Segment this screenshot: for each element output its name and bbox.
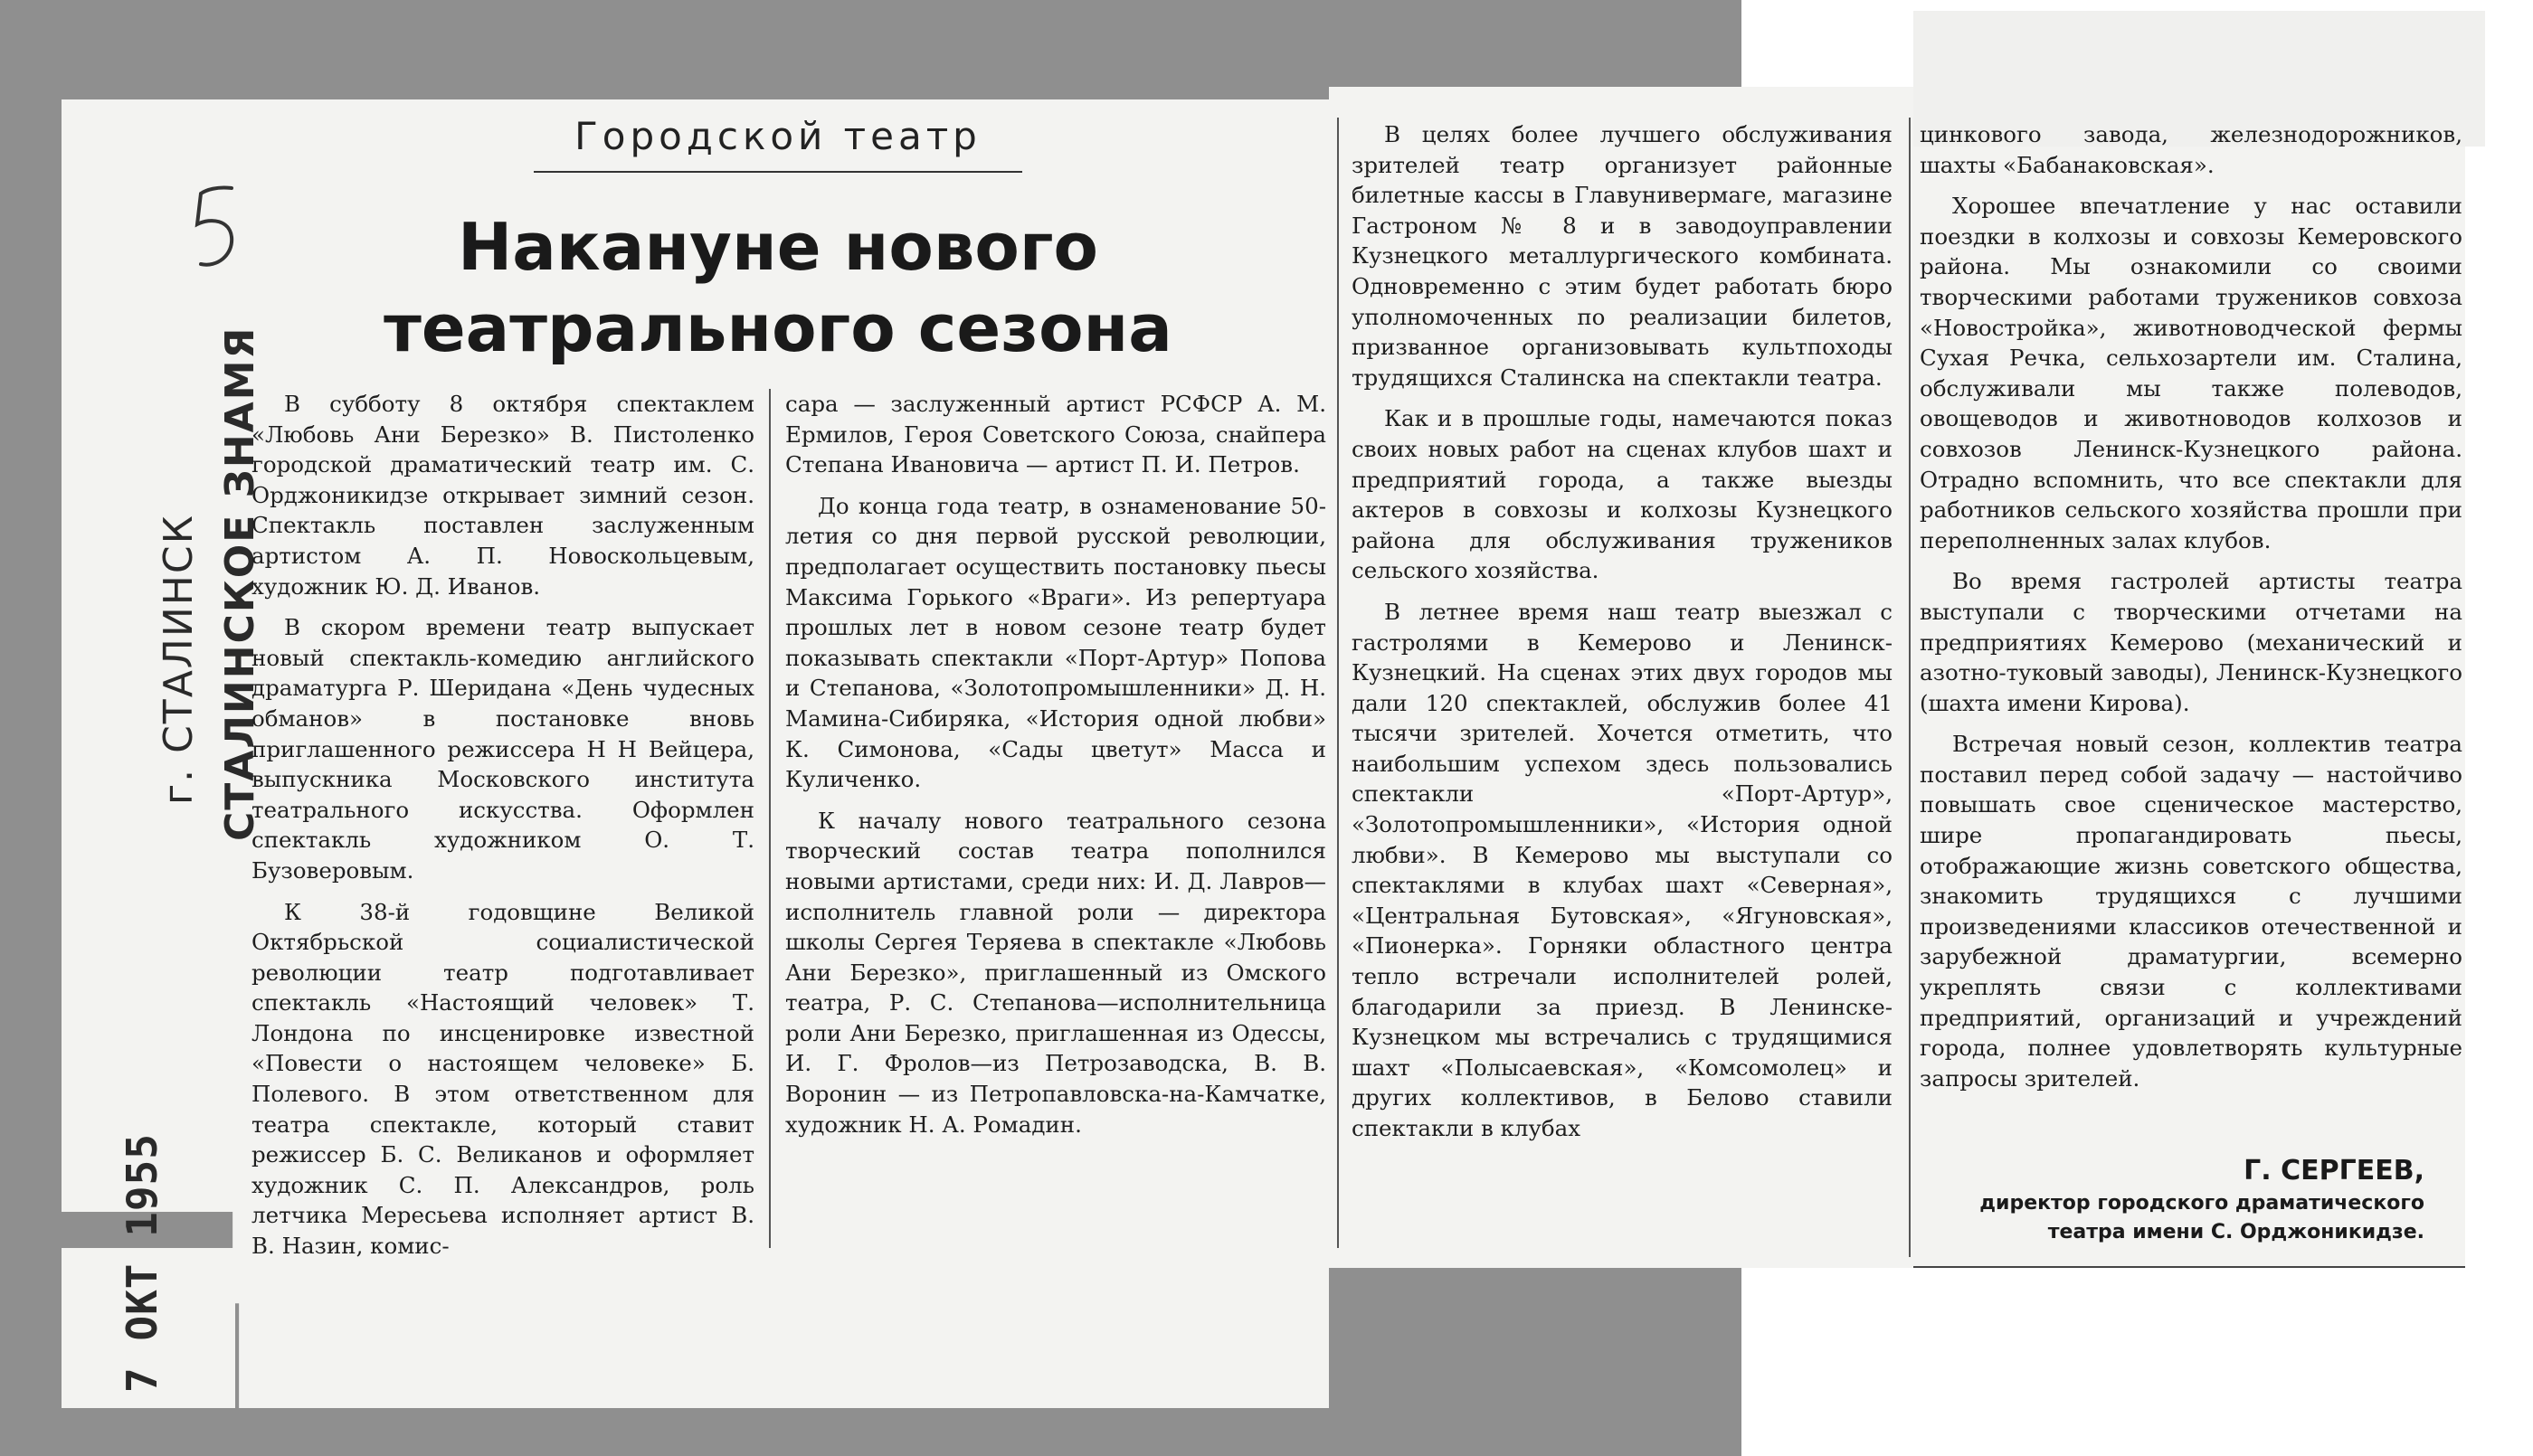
paragraph: цинкового завода, железнодорожников, шахты «Бабанаковская». bbox=[1920, 121, 2462, 178]
handwritten-number bbox=[190, 181, 244, 280]
city-stamp: г. СТАЛИНСК bbox=[156, 514, 202, 805]
article-column-1 bbox=[251, 389, 754, 1262]
bottom-rule bbox=[1913, 1266, 2465, 1268]
paragraph: Как и в прошлые годы, намечаются показ своих новых работ на сценах клубов шахт и предприятий города, а также выезды актеров в совхозы и колхозы Кузнецкого района для обслуживания тружеников сельского хозяйства. bbox=[1352, 405, 1893, 584]
paragraph: Хорошее впечатление у нас оставили поездки в колхозы и совхозы Кемеровского района. Мы ознакомили со своими творческими работами тружеников совхоза «Новостройка», животноводческой фермы Сухая Речка, сельхозартели им. Сталина, обслуживали мы также полеводов, овощеводов и животноводов колхозов и совхозов Ленинск-Кузнецкого района. Отрадно вспомнить, что все спектакли для работников сельского хозяйства прошли при переполненных залах клубов. bbox=[1920, 193, 2462, 553]
headline-line-1: Накануне нового bbox=[458, 209, 1098, 285]
author-title-line-2: театра имени С. Орджоникидзе. bbox=[2047, 1221, 2424, 1243]
paragraph: Во время гастролей артисты театра выступали с творческими отчетами на предприятиях Кемерово (механический и азотно-туковый заводы), Ленинск-Кузнецкого (шахта имени Кирова). bbox=[1920, 568, 2462, 716]
paragraph: В скором времени театр выпускает новый спектакль-комедию английского драматурга Р. Шеридана «День чудесных обманов» в постановке вновь приглашенного режиссера Н Н Вейцера, выпускника Московского института театрального искусства. Оформлен спектакль художником О. Т. Бузоверовым. bbox=[251, 614, 754, 884]
article-column-4 bbox=[1920, 119, 2462, 1093]
article-column-2 bbox=[785, 389, 1326, 1139]
paragraph: До конца года театр, в ознаменование 50-летия со дня первой русской революции, предполагает осуществить постановку пьесы Максима Горького «Враги». Из репертуара прошлых лет в новом сезоне театр будет показывать спектакли «Порт-Артур» Попова и Степанова, «Золотопромышленники» Д. Н. Мамина-Сибиряка, «История одной любви» К. Симонова, «Сады цветут» Масса и Куличенко. bbox=[785, 492, 1326, 793]
paragraph: В летнее время наш театр выезжал с гастролями в Кемерово и Ленинск-Кузнецкий. На сценах этих двух городов мы дали 120 спектаклей, обслужив более 41 тысячи зрителей. Хочется отметить, что наибольшим успехом здесь пользовались спектакли «Порт-Артур», «Золотопромышленники», «История одной любви». В Кемерово мы выступали со спектаклями в клубах шахт «Северная», «Центральная Бутовская», «Ягуновская», «Пионерка». Горняки областного центра тепло встречали исполнителей ролей, благодарили за приезд. В Ленинске-Кузнецком мы встречались с трудящимися шахт «Полысаевская», «Комсомолец» и других коллективов, в Белово ставили спектакли в клубах bbox=[1352, 598, 1893, 1141]
paragraph: В субботу 8 октября спектаклем «Любовь Ани Березко» В. Пистоленко городской драматический театр им. С. Орджоникидзе открывает зимний сезон. Спектакль поставлен заслуженным артистом А. П. Новоскольцевым, художник Ю. Д. Иванов. bbox=[251, 391, 754, 600]
newspaper-name-stamp: СТАЛИНСКОЕ ЗНАМЯ bbox=[217, 326, 263, 841]
column-divider bbox=[1909, 118, 1911, 1257]
article-column-3 bbox=[1352, 119, 1893, 1144]
headline-line-2: театрального сезона bbox=[384, 290, 1172, 366]
author-signature bbox=[1918, 1153, 2424, 1247]
paragraph: К началу нового театрального сезона творческий состав театра пополнился новыми артистами, среди них: И. Д. Лавров— исполнитель главной роли — директора школы Сергея Теряева в спектакле «Любовь Ани Березко», приглашенный из Омского театра, Р. С. Степанова—исполнительница роли Ани Березко, приглашенная из Одессы, И. Г. Фролов—из Петрозаводска, В. В. Воронин — из Петропавловска-на-Камчатке, художник Н. А. Ромадин. bbox=[785, 807, 1326, 1138]
rubric-title: Городской театр bbox=[574, 114, 982, 158]
article-headline bbox=[344, 206, 1212, 369]
rubric-underline bbox=[534, 171, 1022, 173]
date-stamp: 7 ОКТ 1955 bbox=[118, 1133, 166, 1393]
author-name: Г. СЕРГЕЕВ, bbox=[2244, 1155, 2424, 1187]
paragraph: сара — заслуженный артист РСФСР А. М. Ермилов, Героя Советского Союза, снайпера Степана Ивановича — артист П. И. Петров. bbox=[785, 391, 1326, 478]
author-title-line-1: директор городского драматического bbox=[1979, 1192, 2424, 1215]
paragraph: К 38-й годовщине Великой Октябрьской социалистической революции театр подготавливает спектакль «Настоящий человек» Т. Лондона по инсценировке известной «Повести о настоящем человеке» Б. Полевого. В этом ответственном для театра спектакле, который ставит режиссер Б. С. Великанов и оформляет художник С. П. Александров, роль летчика Мересьева исполняет артист В. В. Назин, комис- bbox=[251, 898, 754, 1260]
paragraph: Встречая новый сезон, коллектив театра поставил перед собой задачу — настойчиво повышать свое сценическое мастерство, шире пропагандировать пьесы, отображающие жизнь советского общества, знакомить трудящихся с лучшими произведениями классиков отечественной и зарубежной драматургии, всемерно укреплять связи с коллективами предприятий, организаций и учреждений города, полнее удовлетворять культурные запросы зрителей. bbox=[1920, 731, 2462, 1092]
svg-text:5: 5 bbox=[190, 181, 191, 182]
column-divider bbox=[769, 389, 771, 1248]
paragraph: В целях более лучшего обслуживания зрителей театр организует районные билетные кассы в Главунивермаге, магазине Гастроном № 8 и в заводоуправлении Кузнецкого металлургического комбината. Одновременно с этим будет работать бюро уполномоченных по реализации билетов, призванное организовывать культпоходы трудящихся Сталинска на спектакли театра. bbox=[1352, 121, 1893, 391]
column-divider bbox=[1337, 118, 1339, 1248]
